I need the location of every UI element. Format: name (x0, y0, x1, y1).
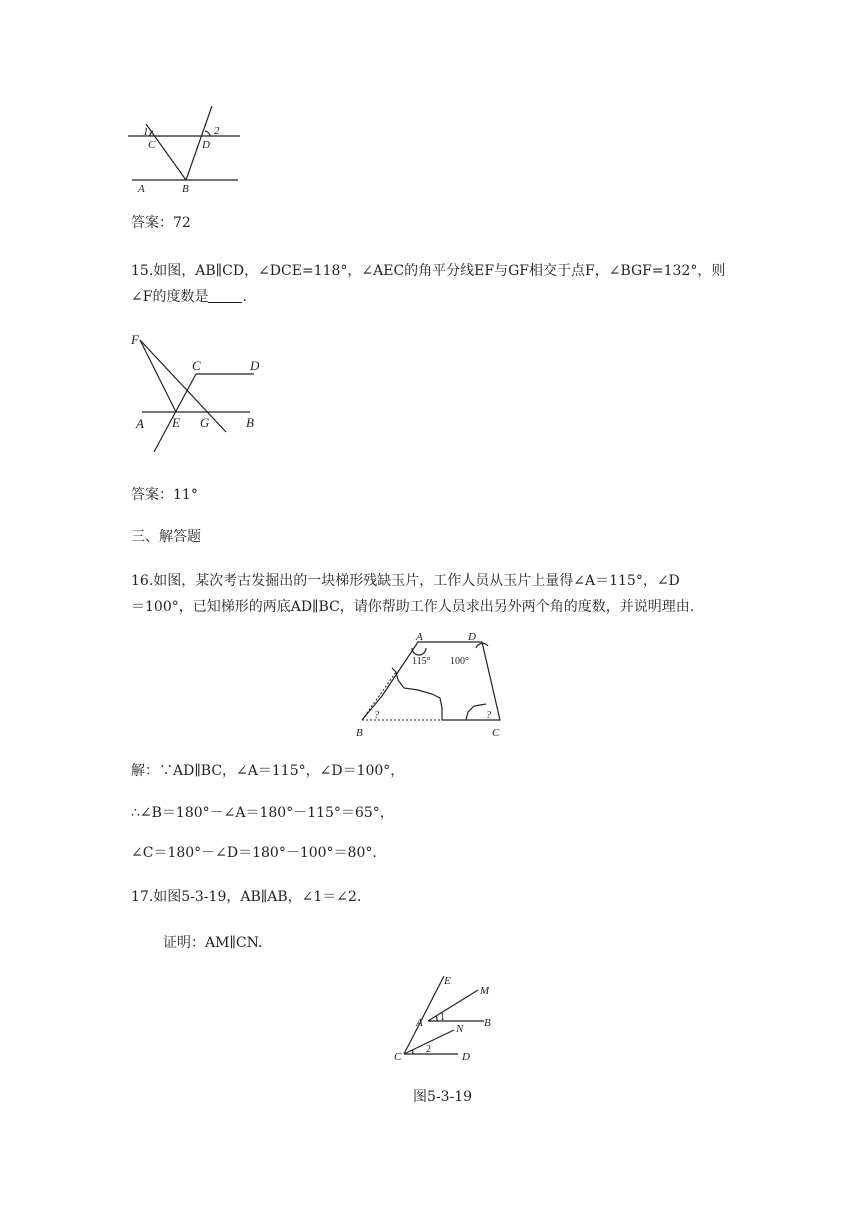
fig17-label-2: 2 (426, 1044, 431, 1055)
q16-solution-line2: ∴∠B＝180°－∠A＝180°－115°＝65°， (131, 805, 394, 821)
fig16-label-b: B (356, 727, 363, 739)
q16-text-line1: 16.如图，某次考古发掘出的一块梯形残缺玉片，工作人员从玉片上量得∠A＝115°，∠D (131, 573, 680, 589)
fig17-label-1: 1 (440, 1012, 445, 1023)
fig17-label-b: B (484, 1017, 491, 1029)
fig17-label-d: D (462, 1051, 470, 1063)
fig15-label-d: D (250, 358, 260, 373)
fig16-label-a: A (416, 631, 423, 643)
q15-text-line2-main: ∠F的度数是 (131, 289, 209, 305)
fig15-label-e: E (172, 415, 180, 430)
figure-q15 (130, 328, 270, 456)
q17-text-line2: 证明：AM∥CN. (163, 935, 263, 951)
fig14-label-2: 2 (214, 125, 220, 137)
figure-q16 (352, 628, 512, 740)
q16-text-line2: ＝100°，已知梯形的两底AD∥BC，请你帮助工作人员求出另外两个角的度数，并说明理由. (131, 599, 695, 615)
fig16-q2: ? (486, 710, 491, 721)
fig14-label-d: D (202, 139, 210, 151)
q15-text-line1: 15.如图，AB∥CD，∠DCE=118°，∠AEC的角平分线EF与GF相交于点F，∠BGF=132°，则 (131, 263, 726, 279)
fig16-q1: ? (374, 710, 379, 721)
fig15-label-b: B (246, 415, 254, 430)
fig17-label-c: C (394, 1051, 402, 1063)
fig14-label-a: A (138, 183, 145, 195)
q16-solution-line1: 解：∵AD∥BC，∠A＝115°，∠D＝100°， (131, 763, 405, 779)
q14-answer: 答案：72 (131, 215, 191, 231)
q15-text-line2 (131, 287, 247, 307)
fig14-label-1: 1 (143, 126, 149, 138)
q15-answer: 答案：11° (131, 487, 198, 503)
fig17-label-e: E (444, 975, 451, 987)
fig17-label-n: N (456, 1023, 464, 1035)
fig16-angle-d: 100° (450, 656, 469, 667)
figure-q14 (126, 100, 246, 196)
fig15-label-f: F (131, 332, 139, 347)
fig17-label-a: A (416, 1017, 423, 1029)
section-title: 三、解答题 (131, 529, 201, 545)
fig17-label-m: M (480, 985, 490, 997)
fig15-label-c: C (192, 358, 201, 373)
figure-q17 (392, 968, 512, 1066)
fig15-label-a: A (136, 416, 144, 431)
fig15-label-g: G (200, 415, 210, 430)
fig16-angle-a: 115° (412, 656, 431, 667)
q16-solution-line3: ∠C＝180°－∠D＝180°－100°＝80°. (131, 845, 377, 861)
q17-text-line1: 17.如图5-3-19，AB∥AB，∠1＝∠2. (131, 889, 362, 905)
fig16-label-d: D (468, 631, 476, 643)
q15-text-line2-end: . (242, 289, 247, 305)
fig14-label-b: B (182, 183, 189, 195)
figure-caption: 图5-3-19 (413, 1089, 473, 1105)
fig16-label-c: C (492, 727, 500, 739)
fig14-label-c: C (148, 139, 156, 151)
answer-blank (208, 288, 242, 303)
